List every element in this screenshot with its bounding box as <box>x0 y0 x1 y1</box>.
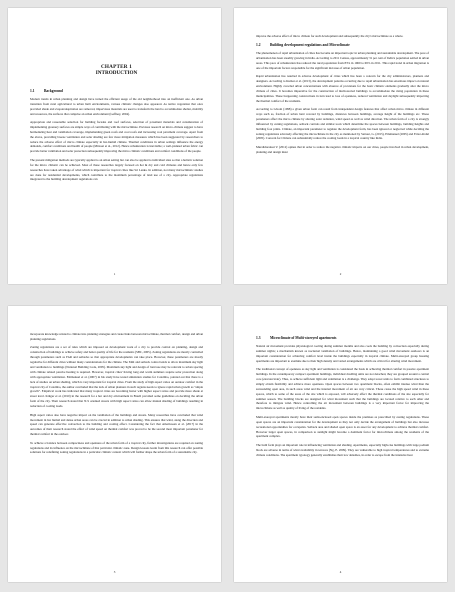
section-heading <box>256 336 429 341</box>
paragraph: Modern trends in urban planning and design have turned the efficient usage of the old neighborhood into an inefficient one. As urban transition from rural agricultural to urban built environments, various climatic changes also appeared. As native vegetation that once provided shade and evapotranspiration are removed, impervious materials are used to transform the land to accommodate shelter, mobility and resources, the surfaces that comprise an urban environment (Gaffney, 2004). <box>30 96 203 116</box>
page-content <box>30 332 203 564</box>
section-number: 1.1 <box>30 88 35 93</box>
page-number: 4 <box>339 570 342 574</box>
paragraph: Appropriate and reasonable selection for building facades and roof surfaces, selection of pavement materials and consideration of implementing greenery surfaces are simple ways of contributing with the microclimate. Previous research on micro-climate suggest to have harmonizing heat and ventilation coverage, implementing green roofs and cool roofs and increasing cool pavement coverage. Apart from the above, prevailing breeze ventilation and solar shading are few more mitigation measures which has been suggested by researchers to reduce the adverse effect of micro climate especially in hot-humid climate. Thermal conditions in urban settings influence the energy demands, comfort conditions and health of people (Mirzaei et al., 2012). Hence urbanization is inevitable; a well-planned urban fabric can provide better ventilation and solar protection subsequently improving the micro climatic conditions and comfort conditions of the people. <box>30 119 203 154</box>
paragraph: Zoning regulations are a set of rules which are imposed on development work of a city to provide control on planning, design and construction of buildings to achieve safety and better quality of life for the residents (SBC, 2005). Zoning regulations are mostly controlled through parameters such as FAR and setbacks so that appropriate developments can take place. However, these parameters are mostly regulative for different cities without many considerations for the climate. The FAR and setback control tends to allow maximum sky light and ventilation to buildings (National Building Code, 2005). Maximum sky light and design of land use may be relevant to urban spacing with climate related passive heating is required. However, tropical cities' having long and warm summers require solar protection along with appropriate ventilation. Emmanuel et al. (2007) in his study have tested simulation studies for Colombo, pointed out that there is a lack of studies on urban shading, which is very important for tropical cities. From the study of high aspect ratios on outdoor comfort in the tropical city of Colombo, the author concluded that the lack of urban planners in such regions needs to ignore rapid urban growth as "ample growth". Empirical work has indicated that many tropical cities are becoming hotter with higher aspect ratios and provide more shade at street level. Krüger et al. (2010) in the research for a hot and dry environment in Brazil provided some guidelines on deciding the urban form of the city. Their research stated that N-S oriented streets with high aspect ratios can allow mutual shading of buildings resulting in reduction of cooling loads. <box>30 345 203 409</box>
document-page-1 <box>8 8 221 284</box>
paragraph: The built form plays an important role in influencing ventilation and shading. Apartments, especially high-rise buildings with large podium block are adverse in terms of wind availability in terraces (Ng, E. 2009). They are vulnerable to high tropical temperatures and to extreme climate conditions. The apartment typology generally establishes their low densities, in order to escape from the intensive heat <box>256 442 429 457</box>
section-number: 1.3 <box>256 336 261 340</box>
section-heading <box>256 43 429 48</box>
chapter-label: CHAPTER 1 <box>100 64 133 70</box>
paragraph: Natural air movement provides physiological cooling during summer months and also cools the building by convection especially during summer nights; a mechanism known as nocturnal ventilation of buildings. Hence, maintaining a good wind movement outdoors is an important consideration for achieving comfort level inside the buildings especially in tropical climate. Multi-storeyed group housing apartments are important to examine due to their high density and varied arrangements which are critical for altering wind movement. <box>256 344 429 363</box>
paragraph: According to Givoni (1998) a given urban form can result from independent design features that affect urban micro climate in different ways such as, fraction of urban land covered by buildings, distances between buildings, average height of the buildings etc. These parameters affect the micro climate by altering solar radiation, wind speed as well as wind direction. The urban form of a city is strongly influenced by zoning regulations, setback controls and similar tools which determine the spaces between buildings, building heights and building foot prints. Climate, an important parameter to regulate the development form, has been ignored or neglected while deciding the zoning regulations adversely affecting the microclimate in the city as mentioned by Sattout, G. (2015), Emmanuel (2005) and Ernst Abdul (2005). Concern for Climate can substantially reduce the cooling loads in a tropical country like India. <box>256 106 429 141</box>
page-number: 2 <box>339 272 342 276</box>
paragraph: The present mitigation methods are typically applied to an urban setting but can also be applied to individual sites so that a holistic solution for the micro climatic can be achieved. Most of these researches largely focused on hot & dry and cold climates and hence only few researches have taken advantage of wind which is important for tropical cities like Sri Lanka. In addition, not many microclimatic studies are done for residential developments, which contribute to the maximum percentage of land use of a city. Appropriate regulations integrated to the building development regulations can <box>30 157 203 182</box>
paragraph: The phenomenon of rapid urbanization of cities has become an important topic in urban planning and sustainable development. The pace of urbanization has been steadily growing in India. According to 2011 Census, approximately 31 per cent of India's population settled in urban areas. This pace of urbanization has reduced the rural population from 83% in 1960 to 69% in 2011. This rapid trend in urban migration is one of the important factors responsible for the significant increase of urban population. <box>256 50 429 70</box>
page-content <box>256 34 429 266</box>
section-number: 1.2 <box>256 42 261 47</box>
page-number: 1 <box>113 272 116 276</box>
paragraph: incorporate knowledge related to climate into planning strategies and create links between microclimate, thermal comfort, design and urban planning regulations. <box>30 332 203 341</box>
page-content <box>30 64 203 266</box>
page-content <box>256 332 429 564</box>
paragraph: Rapid urbanization has resulted in adverse development of cities which has been a concern for the city administrators, planners and designers. According to Kumar et al. (2013), the development patterns occurring due to rapid urbanization has enormous impact on natural environment. Highly crowded urban concentrations with absence of provisions for the basic climatic elements gradually alter the micro climate of cities. It becomes imperative for the construction of multi-storied buildings to accommodate the rising population in these municipalities. These burgeoning constructions in turn lead to loss of openness, reduced ventilation and daylight subsequently impacting the thermal comfort of the residents. <box>256 74 429 103</box>
section-heading <box>30 89 203 94</box>
section-title: Building development regulations and Microclimate <box>270 42 350 47</box>
paragraph: High aspect ratios also have negative impact on the ventilation of the buildings and streets. Many researches have concluded that wind movement in hot humid and dense urban areas can be crucial in addition to urban shading. This ensures that wind, along the direction and speed can generate effective convection to the building and cooling effect. Considering the fact that Amanvaaan et al. (2017) in the outcomes of their research stated the effect of wind speed on thermal comfort was proved to be the second most important parameter for thermal comfort in the outdoor. <box>30 412 203 437</box>
paragraph: improve the adverse effect of micro climate for such development and subsequently the city's microclimate as a whole. <box>256 34 404 38</box>
section-title: Background <box>44 88 63 93</box>
section-title: Microclimate of Multi-storeyed apartments <box>270 336 337 340</box>
chapter-title: INTRODUCTION <box>95 70 138 77</box>
paragraph: Multi-storeyed apartments mostly have their semi-enclosed open spaces inside the premises as prescribed by zoning regulations. These open spaces are an important consideration for the development as they not only decide the arrangement of buildings but also increase recreational opportunities for occupants. Setback area and shaded open space is an asset for any development to achieve thermal comfort. However larger open spaces, in comparison to sunlight might become a dominant factor for microclimate among the residents of the apartment complex. <box>256 414 429 439</box>
document-page-2 <box>234 8 447 284</box>
paragraph: Muralidaransai V. (2012) opines that in order to reduce the negative climatic impacts on our cities, people involved in urban development, planning and design must <box>256 144 429 154</box>
page-number: 3 <box>113 570 116 574</box>
document-page-3 <box>8 306 221 582</box>
document-page-4 <box>234 306 447 582</box>
paragraph: The traditional concept of openness as sky light and ventilation is considered the basis in achieving thermal comfort in passive apartment buildings. In the contemporary compact apartment buildings, individual dwelling units are not detached, they are grouped around a central core (elevator/stair). Thus, to achieve sufficient light and ventilation is a challenge. They adopt tower units to form combined structures to simply obtain flexibility and achieve more openness. Open spaces between two apartment blocks, often exhibit intense wind than the surrounding open area, in such areas wind and the internal movement of air are very critical. These cause the high speed wind in these spaces, which to some of the areas of the site which is exposed, will adversely affect the thermal conditions of the site especially for summer season. The building blocks are designed for wind movement such that the buildings are located relative to each other and therefore to mitigate wind. Hence controlling the air movement between buildings is a very important factor for improving the microclimate as well as quality of living of the residents. <box>256 367 429 411</box>
paragraph: To achieve a balance between compactness and openness of the urban form of a tropical city, further investigations are required on zoning regulations and its influence on the microclimate of that particular climatic zone. Design lessons learnt from this research can offer possible solutions for redefining zoning regulations in a particular climatic context which will further shape the urban form of a sustainable city. <box>30 440 203 455</box>
